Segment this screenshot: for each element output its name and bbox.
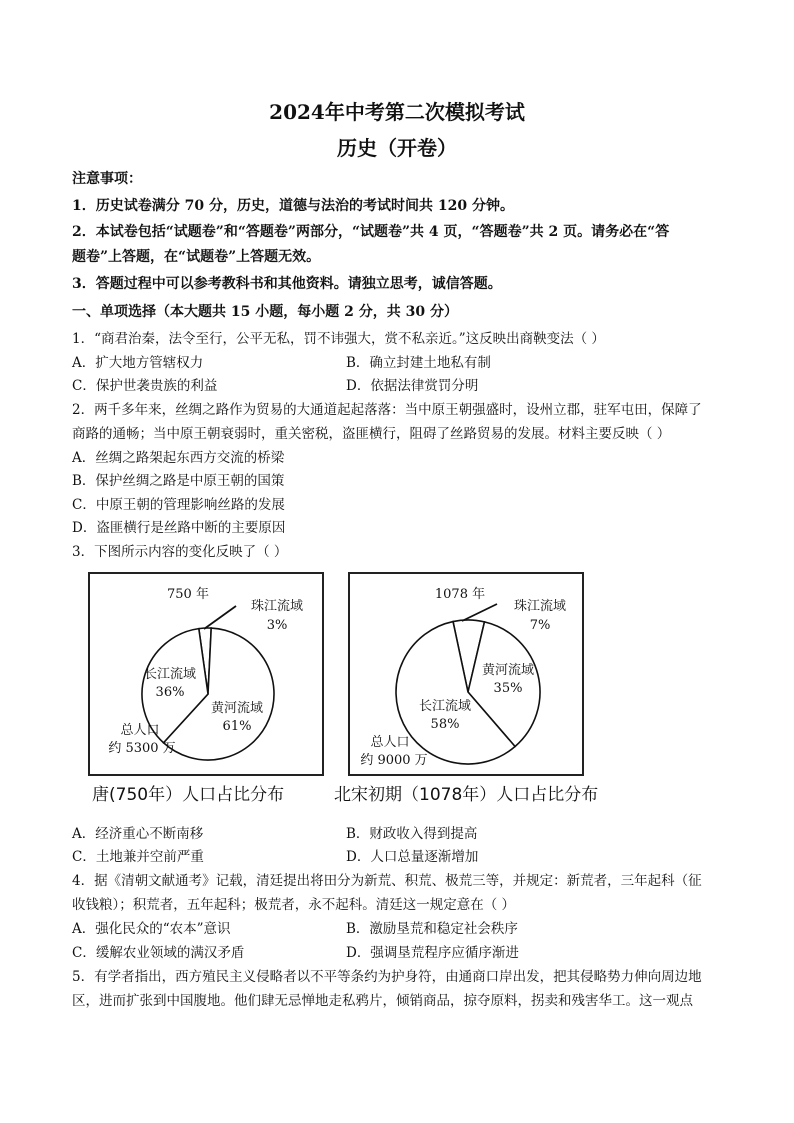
question-3-option-c: C．土地兼并空前严重 bbox=[72, 849, 204, 865]
question-2-stem-line-2: 商路的通畅；当中原王朝衰弱时，重关密税，盗匪横行，阻碍了丝路贸易的发展。材料主要反映（ ） bbox=[72, 426, 671, 442]
question-5-stem-line-1: 5．有学者指出，西方殖民主义侵略者以不平等条约为护身符，由通商口岸出发，把其侵略势力伸向周边地 bbox=[72, 969, 702, 985]
question-4-option-b: B．激励垦荒和稳定社会秩序 bbox=[346, 921, 518, 937]
pie-year-label-0: 750 年 bbox=[167, 587, 209, 602]
question-4-option-d: D．强调垦荒程序应循序渐进 bbox=[346, 945, 519, 961]
pie-chart-1078-frame bbox=[348, 572, 584, 776]
pie-chart-750-frame bbox=[88, 572, 324, 776]
note-item-2-line-2: 题卷”上答题，在“试题卷”上答题无效。 bbox=[72, 249, 321, 265]
slice-label-1-2: 珠江流域 bbox=[513, 599, 567, 614]
question-2-option-a: A．丝绸之路架起东西方交流的桥梁 bbox=[72, 450, 285, 466]
pie-chart-1078-caption: 北宋初期（1078年）人口占比分布 bbox=[334, 785, 599, 805]
question-1-option-a: A．扩大地方管辖权力 bbox=[72, 355, 204, 371]
pie-chart-750-caption: 唐(750年）人口占比分布 bbox=[92, 785, 285, 805]
exam-subtitle: 历史（开卷） bbox=[337, 136, 457, 160]
question-4-stem-line-1: 4．据《清朝文献通考》记载，清廷提出将田分为新荒、积荒、极荒三等，并规定：新荒者，三年起科（征 bbox=[72, 873, 702, 889]
slice-label-0-2: 珠江流域 bbox=[250, 599, 304, 614]
question-3-option-a: A．经济重心不断南移 bbox=[72, 826, 204, 842]
pie-leader-line-1 bbox=[462, 604, 497, 621]
question-5-stem-line-2: 区，进而扩张到中国腹地。他们肆无忌惮地走私鸦片，倾销商品，掠夺原料，拐卖和残害华工。这一观点 bbox=[72, 993, 693, 1009]
slice-label-1-1: 长江流域 bbox=[418, 699, 472, 714]
question-4-stem-line-2: 收钱粮）；积荒者，五年起科；极荒者，永不起科。清廷这一规定意在（ ） bbox=[72, 897, 516, 913]
question-4-option-a: A．强化民众的“农本”意识 bbox=[72, 921, 231, 937]
slice-pct-1-2: 7% bbox=[529, 618, 551, 633]
pie-leader-line-0 bbox=[204, 606, 236, 629]
section-heading: 一、单项选择（本大题共 15 小题，每小题 2 分，共 30 分） bbox=[72, 304, 458, 320]
pie-chart-1078 bbox=[350, 574, 582, 774]
pie-chart-750 bbox=[90, 574, 322, 774]
slice-label-1-0: 黄河流域 bbox=[481, 663, 535, 678]
question-1-option-d: D．依据法律赏罚分明 bbox=[346, 378, 479, 394]
question-3-option-b: B．财政收入得到提高 bbox=[346, 826, 478, 842]
question-2-option-d: D．盗匪横行是丝路中断的主要原因 bbox=[72, 520, 286, 536]
question-2-stem-line-1: 2．两千多年来，丝绸之路作为贸易的大通道起起落落：当中原王朝强盛时，设州立郡，驻军屯田，保障了 bbox=[72, 402, 702, 418]
question-4-option-c: C．缓解农业领域的满汉矛盾 bbox=[72, 945, 245, 961]
question-1-option-c: C．保护世袭贵族的利益 bbox=[72, 378, 218, 394]
slice-label-0-1: 长江流域 bbox=[143, 667, 197, 682]
note-item-2-line-1: 2．本试卷包括“试题卷”和“答题卷”两部分，“试题卷”共 4 页，“答题卷”共 2 页。请务必在“答 bbox=[72, 224, 670, 240]
pie-total-value-1: 约 9000 万 bbox=[360, 753, 428, 768]
slice-label-0-0: 黄河流域 bbox=[210, 701, 264, 716]
question-2-option-c: C．中原王朝的管理影响丝路的发展 bbox=[72, 497, 285, 513]
slice-pct-0-0: 61% bbox=[222, 719, 252, 734]
slice-pct-1-0: 35% bbox=[493, 681, 523, 696]
question-1-stem: 1．“商君治秦，法令至行，公平无私，罚不讳强大，赏不私亲近。”这反映出商鞅变法（ ） bbox=[72, 331, 605, 347]
question-2-option-b: B．保护丝绸之路是中原王朝的国策 bbox=[72, 473, 285, 489]
pie-total-label-1: 总人口 bbox=[370, 735, 410, 750]
slice-pct-0-1: 36% bbox=[155, 685, 185, 700]
pie-total-value-0: 约 5300 万 bbox=[108, 741, 176, 756]
question-3-stem: 3．下图所示内容的变化反映了（ ） bbox=[72, 544, 288, 560]
note-item-3: 3．答题过程中可以参考教科书和其他资料。请独立思考，诚信答题。 bbox=[72, 276, 502, 292]
question-1-option-b: B．确立封建土地私有制 bbox=[346, 355, 491, 371]
notes-heading: 注意事项： bbox=[72, 171, 142, 187]
pie-year-label-1: 1078 年 bbox=[434, 587, 486, 602]
pie-total-label-0: 总人口 bbox=[120, 723, 160, 738]
slice-pct-0-2: 3% bbox=[266, 618, 288, 633]
exam-title: 2024年中考第二次模拟考试 bbox=[269, 100, 525, 124]
slice-pct-1-1: 58% bbox=[430, 717, 460, 732]
note-item-1: 1．历史试卷满分 70 分，历史，道德与法治的考试时间共 120 分钟。 bbox=[72, 198, 514, 214]
question-3-option-d: D．人口总量逐渐增加 bbox=[346, 849, 479, 865]
